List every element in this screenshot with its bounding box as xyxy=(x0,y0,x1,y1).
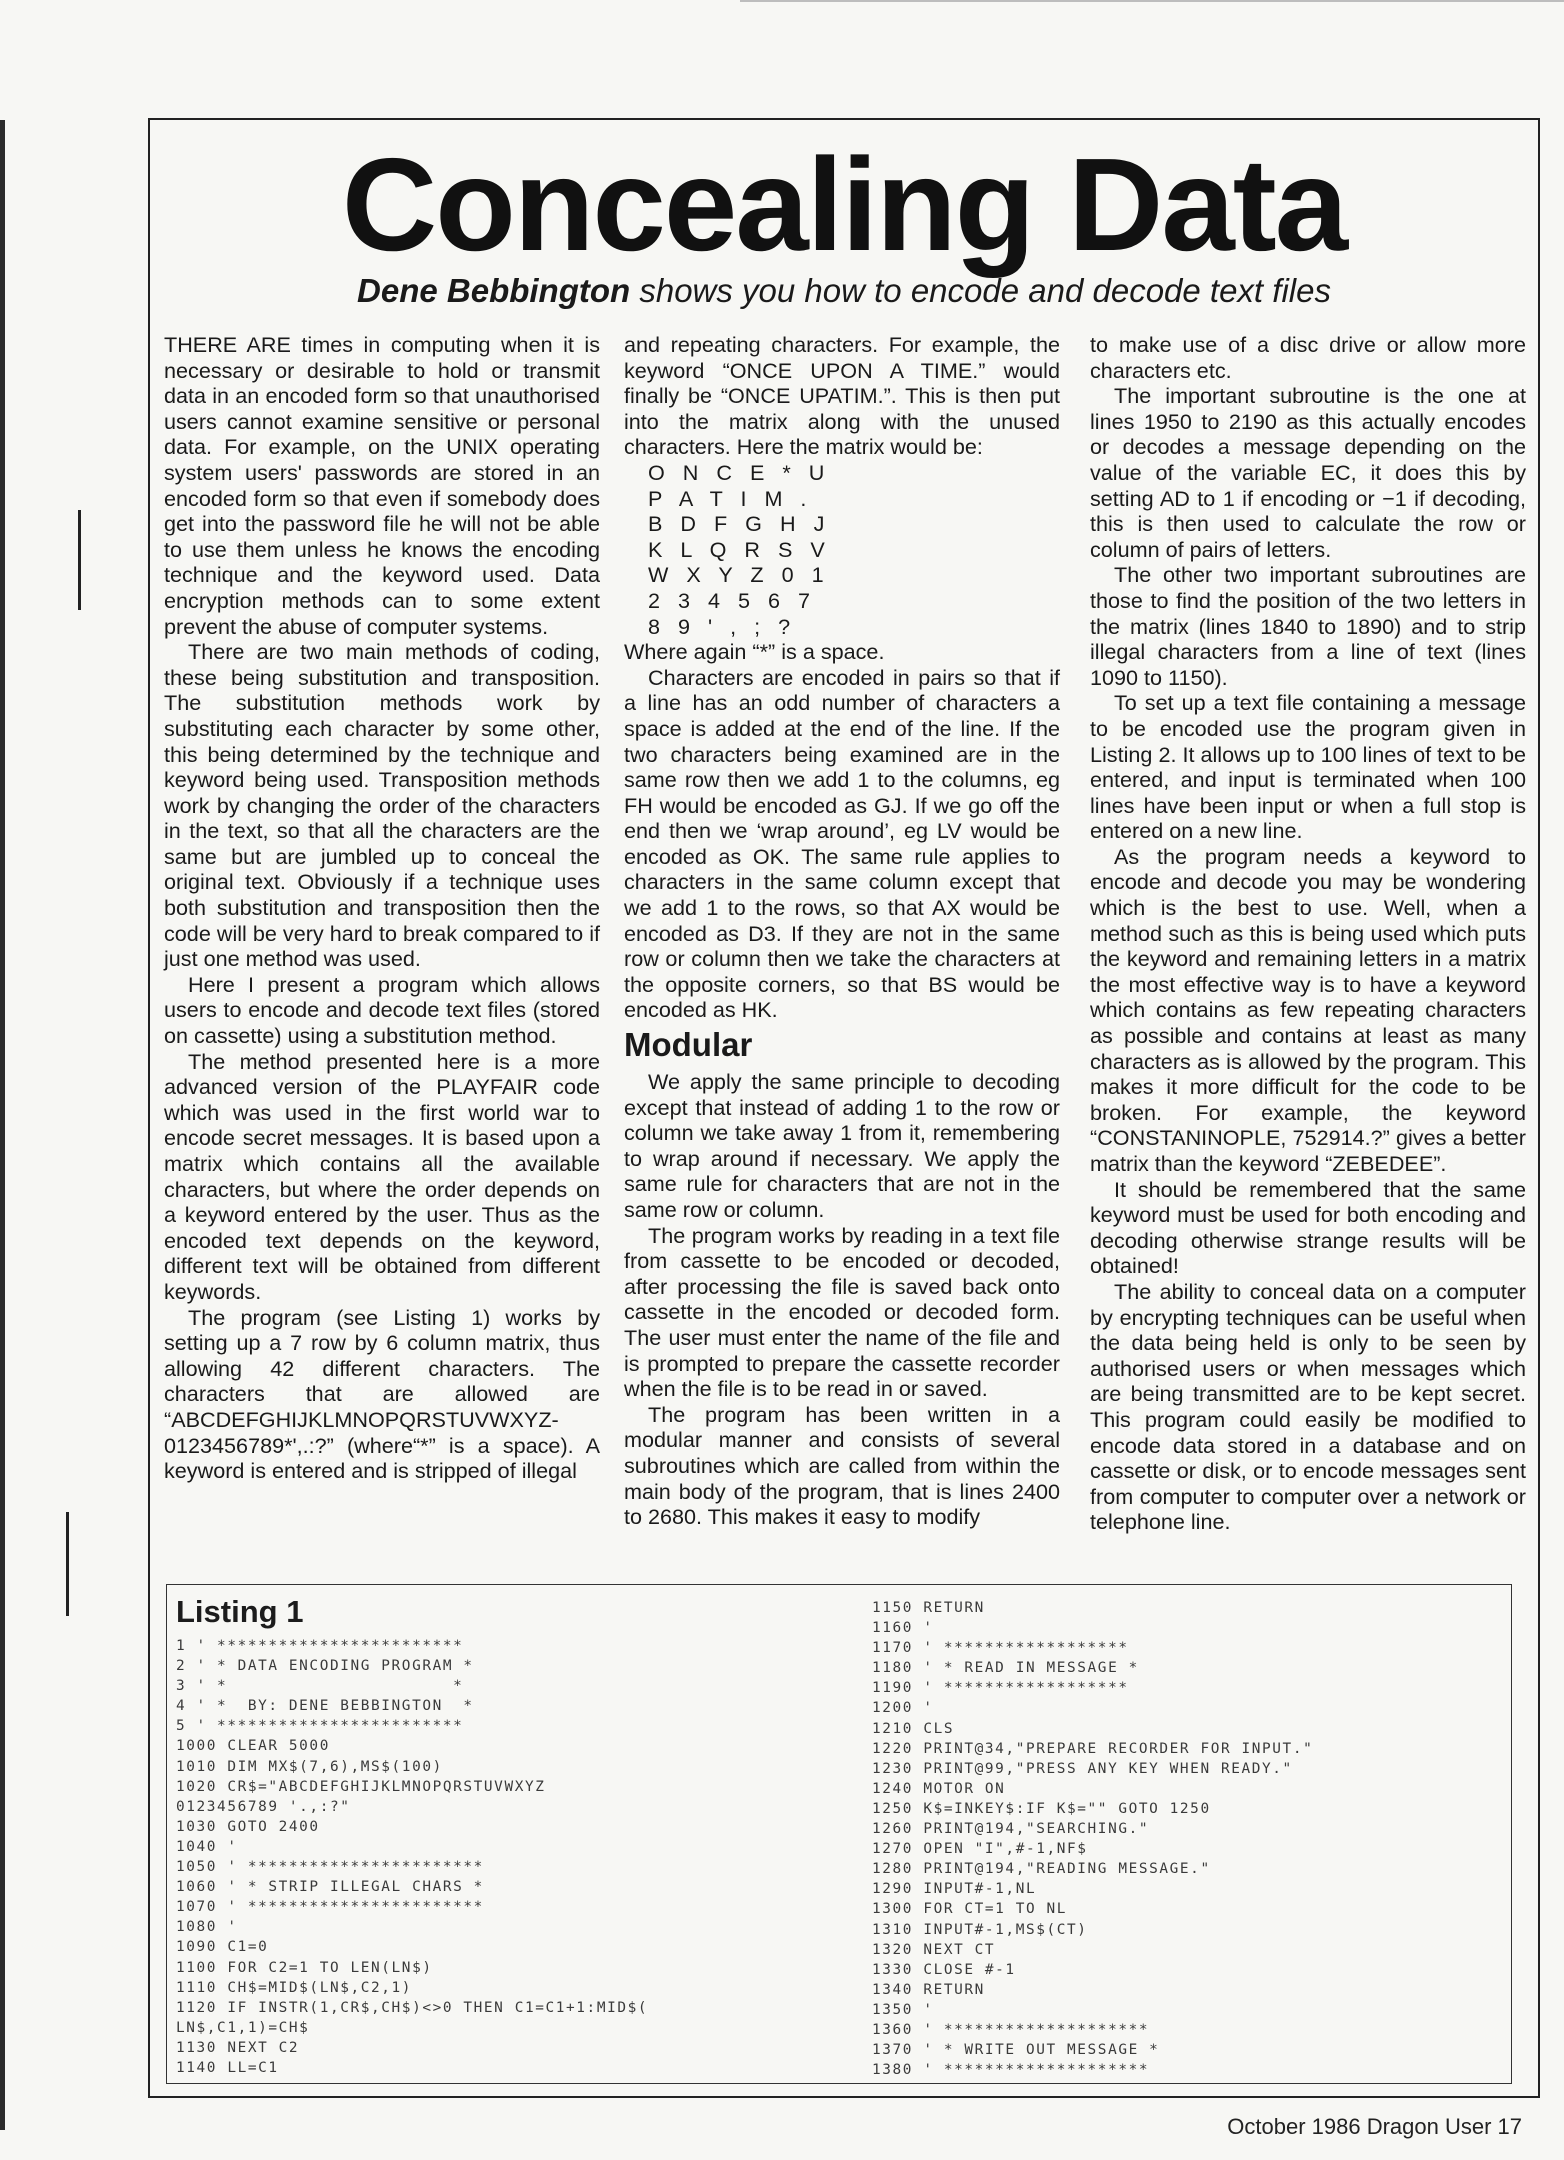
code-line: 1290 INPUT#-1,NL xyxy=(872,1881,1037,1898)
article-title: Concealing Data xyxy=(341,131,1347,278)
code-line: 1010 DIM MX$(7,6),MS$(100) xyxy=(176,1758,443,1775)
paragraph: We apply the same principle to decoding except that instead of adding 1 to the row or column we take away 1 from it, remembering to wrap around if necessary. We apply the same rule for characters that are not in the same row or column. xyxy=(624,1069,1060,1222)
code-line: 5 ' ************************ xyxy=(176,1718,464,1735)
code-line: 4 ' * BY: DENE BEBBINGTON * xyxy=(176,1698,474,1715)
code-line: 1380 ' ******************** xyxy=(872,2062,1150,2079)
paragraph: and repeating characters. For example, the keyword “ONCE UPON A TIME.” would finally be “ONCE UPATIM.”. This is then put into the matrix along with the unused characters. Here the matrix would be: xyxy=(624,332,1060,460)
listing-title: Listing 1 xyxy=(176,1594,304,1629)
paragraph: As the program needs a keyword to encode and decode you may be wondering which is the best to use. Well, when a method such as this is being used which puts the keyword and remaining letters in a matrix the most effective way is to have a keyword which contains as few repeating characters as possible and contains at least as many characters as is allowed by the program. This makes it more difficult for the code to be broken. For example, the keyword “CONSTANINOPLE, 752914.?” gives a better matrix than the keyword “ZEBEDEE”. xyxy=(1090,843,1526,1176)
matrix-row: O N C E * U xyxy=(648,459,831,485)
page-footer: October 1986 Dragon User 17 xyxy=(1227,2114,1522,2139)
code-line: 1250 K$=INKEY$:IF K$="" GOTO 1250 xyxy=(872,1800,1211,1817)
paragraph: to make use of a disc drive or allow more characters etc. xyxy=(1090,332,1526,383)
column-1 xyxy=(164,332,600,1484)
code-line: 1050 ' *********************** xyxy=(176,1859,484,1876)
subtitle-text: shows you how to encode and decode text files xyxy=(639,272,1331,309)
paragraph: The ability to conceal data on a computer by encrypting techniques can be useful when the data being held is only to be seen by authorised users or when messages which are being transmitted are to be kept secret. This program could easily be modified to encode data stored in a database and on cassette or disk, or to encode messages sent from computer to computer over a network or telephone line. xyxy=(1090,1278,1526,1535)
code-line: 2 ' * DATA ENCODING PROGRAM * xyxy=(176,1658,474,1675)
encoding-matrix xyxy=(648,460,1060,639)
code-line: 1310 INPUT#-1,MS$(CT) xyxy=(872,1921,1088,1938)
paragraph: The program has been written in a modular manner and consists of several subroutines which are called from within the main body of the program, that is lines 2400 to 2680. This makes it easy to modify xyxy=(624,1401,1060,1530)
code-line: 1110 CH$=MID$(LN$,C2,1) xyxy=(176,1979,413,1996)
code-line: 1230 PRINT@99,"PRESS ANY KEY WHEN READY." xyxy=(872,1760,1293,1777)
paragraph: The program (see Listing 1) works by setting up a 7 row by 6 column matrix, thus allowing 42 different characters. The characters that are allowed are “ABCDEFGHIJKLMNOPQRSTUVWXYZ-0123456789*',.:?” (where“*” is a space). A keyword is entered and is stripped of illegal xyxy=(164,1304,600,1484)
matrix-row: P A T I M . xyxy=(648,485,813,511)
code-line: 1330 CLOSE #-1 xyxy=(872,1961,1016,1978)
code-line: 1370 ' * WRITE OUT MESSAGE * xyxy=(872,2042,1160,2059)
matrix-row: W X Y Z 0 1 xyxy=(648,562,830,588)
author-name: Dene Bebbington xyxy=(357,272,631,309)
section-heading: Modular xyxy=(624,1026,753,1064)
code-line: 1340 RETURN xyxy=(872,1981,985,1998)
code-line: 1000 CLEAR 5000 xyxy=(176,1738,330,1755)
code-line: 1150 RETURN xyxy=(872,1600,985,1616)
code-line: 1 ' ************************ xyxy=(176,1638,464,1654)
code-line: 3 ' * * xyxy=(176,1678,464,1695)
code-line: 1200 ' xyxy=(872,1700,934,1717)
paragraph: There are two main methods of coding, these being substitution and transposition. The substitution methods work by substituting each character by some other, this being determined by the technique and keyword being used. Transposition methods work by changing the order of the characters in the text, so that all the characters are the same but are jumbled up to conceal the original text. Obviously if a technique uses both substitution and transposition then the code will be very hard to break compared to if just one method was used. xyxy=(164,639,600,972)
scan-top-rule xyxy=(740,0,1564,2)
paragraph: Characters are encoded in pairs so that if a line has an odd number of characters a space is added at the end of the line. If the two characters being examined are in the same row then we add 1 to the columns, eg FH would be encoded as GJ. If we go off the end then we ‘wrap around’, eg LV would be encoded as OK. The same rule applies to characters in the same column except that we add 1 to the rows, so that AX would be encoded as D3. If they are not in the same row or column then we take the characters at the opposite corners, so that BS would be encoded as HK. xyxy=(624,664,1060,1023)
paragraph: The program works by reading in a text file from cassette to be encoded or decoded, after processing the file is saved back onto cassette in the encoded or decoded form. The user must enter the name of the file and is prompted to prepare the cassette recorder when the file is to be read in or saved. xyxy=(624,1222,1060,1402)
code-line: 1060 ' * STRIP ILLEGAL CHARS * xyxy=(176,1879,484,1896)
matrix-row: K L Q R S V xyxy=(648,536,831,562)
margin-mark xyxy=(78,510,87,610)
code-line: 1280 PRINT@194,"READING MESSAGE." xyxy=(872,1861,1211,1878)
matrix-row: 8 9 ' , ; ? xyxy=(648,613,797,639)
code-line: 1270 OPEN "I",#-1,NF$ xyxy=(872,1841,1088,1858)
code-line: 0123456789 '.,:?" xyxy=(176,1798,351,1815)
paragraph: The other two important subroutines are those to find the position of the two letters in the matrix (lines 1840 to 1890) and to strip illegal characters from a line of text (lines 1090 to 1150). xyxy=(1090,562,1526,690)
code-line: 1220 PRINT@34,"PREPARE RECORDER FOR INPUT." xyxy=(872,1740,1314,1757)
code-line: 1070 ' *********************** xyxy=(176,1899,484,1916)
code-line: 1120 IF INSTR(1,CR$,CH$)<>0 THEN C1=C1+1:MID$( xyxy=(176,1999,649,2016)
listing-code-left xyxy=(176,1636,648,2078)
column-2 xyxy=(624,332,1060,1530)
code-line: 1090 C1=0 xyxy=(176,1939,269,1956)
paragraph: To set up a text file containing a message to be encoded use the program given in Listing 2. It allows up to 100 lines of text to be entered, and input is terminated when 100 lines have been input or when a full stop is entered on a new line. xyxy=(1090,690,1526,844)
paragraph: Here I present a program which allows users to encode and decode text files (stored on cassette) using a substitution method. xyxy=(164,971,600,1049)
code-line: 1360 ' ******************** xyxy=(872,2021,1150,2038)
code-line: 1160 ' xyxy=(872,1620,934,1637)
code-line: 1320 NEXT CT xyxy=(872,1941,996,1958)
column-3 xyxy=(1090,332,1526,1535)
code-line: 1260 PRINT@194,"SEARCHING." xyxy=(872,1821,1150,1838)
article-subtitle xyxy=(148,270,1540,312)
code-line: LN$,C1,1)=CH$ xyxy=(176,2019,310,2036)
matrix-row: 2 3 4 5 6 7 xyxy=(648,587,817,613)
code-line: 1040 ' xyxy=(176,1838,238,1855)
code-line: 1350 ' xyxy=(872,2001,934,2018)
code-line: 1140 LL=C1 xyxy=(176,2059,279,2076)
code-line: 1030 GOTO 2400 xyxy=(176,1818,320,1835)
matrix-row: B D F G H J xyxy=(648,511,831,537)
page-gutter-rule xyxy=(0,120,5,2130)
code-line: 1210 CLS xyxy=(872,1720,955,1737)
code-line: 1300 FOR CT=1 TO NL xyxy=(872,1901,1068,1918)
code-line: 1080 ' xyxy=(176,1919,238,1936)
paragraph: It should be remembered that the same keyword must be used for both encoding and decoding otherwise strange results will be obtained! xyxy=(1090,1176,1526,1279)
code-line: 1240 MOTOR ON xyxy=(872,1780,1006,1797)
code-line: 1100 FOR C2=1 TO LEN(LN$) xyxy=(176,1959,433,1976)
code-line: 1190 ' ****************** xyxy=(872,1680,1129,1697)
paragraph: THERE ARE times in computing when it is necessary or desirable to hold or transmit data in an encoded form so that unauthorised users cannot examine sensitive or personal data. For example, on the UNIX operating system users' passwords are stored in an encoded form so that even if somebody does get into the password file he will not be able to use them unless he knows the encoding technique and the keyword used. Data encryption methods can to some extent prevent the abuse of computer systems. xyxy=(164,332,600,639)
paragraph: The method presented here is a more advanced version of the PLAYFAIR code which was used in the first world war to encode secret messages. It is based upon a matrix which contains all the available characters, but where the order depends on a keyword entered by the user. Thus as the encoded text depends on the keyword, different text will be obtained from different keywords. xyxy=(164,1048,600,1304)
margin-mark xyxy=(66,1512,75,1616)
listing-code-right xyxy=(872,1598,1313,2080)
code-line: 1180 ' * READ IN MESSAGE * xyxy=(872,1660,1139,1677)
code-line: 1020 CR$="ABCDEFGHIJKLMNOPQRSTUVWXYZ xyxy=(176,1778,546,1795)
paragraph: The important subroutine is the one at lines 1950 to 2190 as this actually encodes or decodes a message depending on the value of the variable EC, it does this by setting AD to 1 if encoding or −1 if decoding, this is then used to calculate the row or column of pairs of letters. xyxy=(1090,383,1526,562)
code-line: 1170 ' ****************** xyxy=(872,1640,1129,1657)
code-line: 1130 NEXT C2 xyxy=(176,2039,300,2056)
paragraph: Where again “*” is a space. xyxy=(624,639,885,665)
